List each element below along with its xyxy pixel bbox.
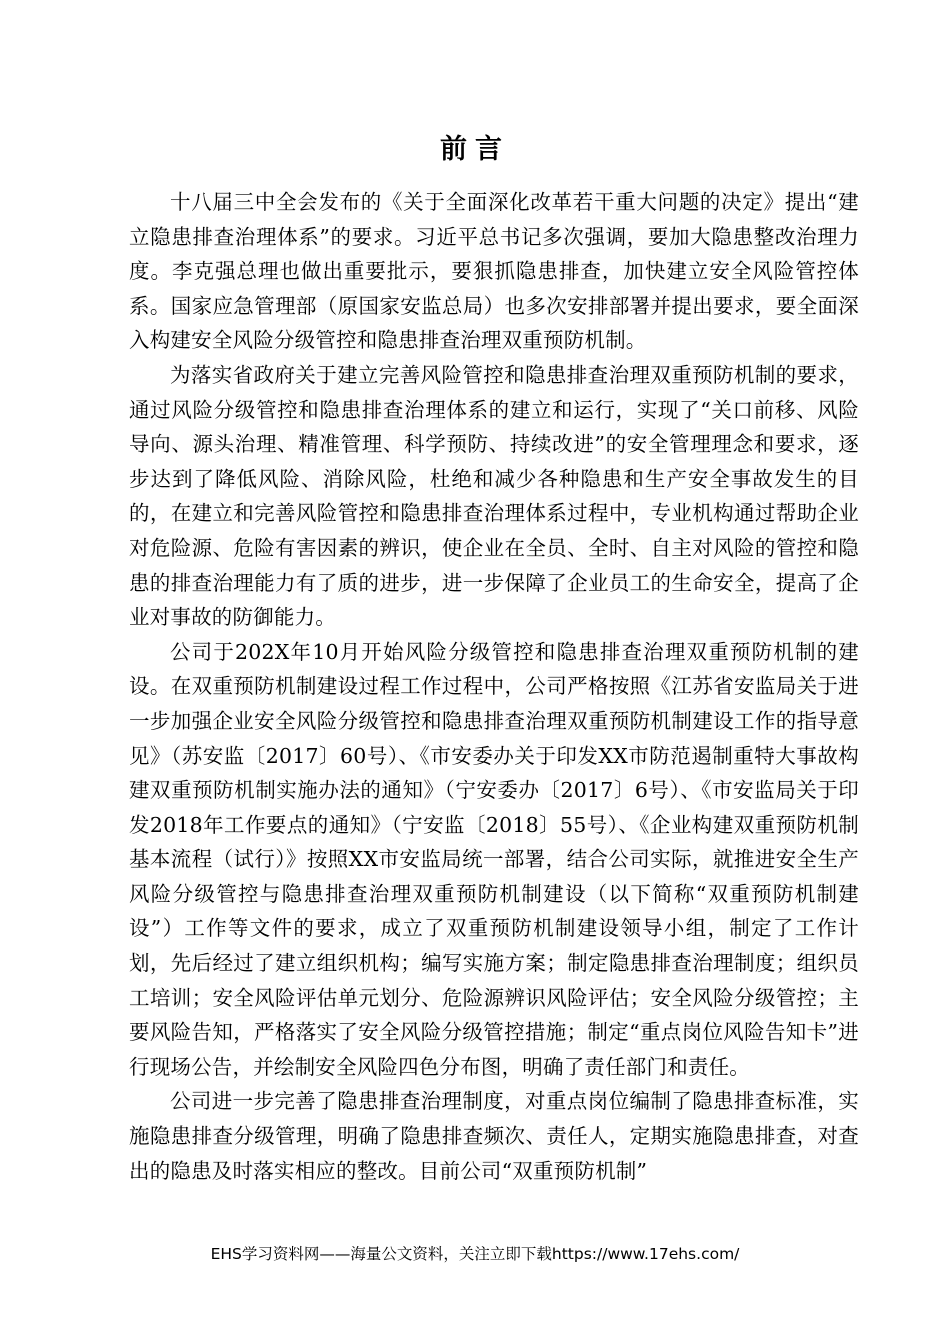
document-body: [129, 185, 859, 1188]
paragraph-1: 十八届三中全会发布的《关于全面深化改革若干重大问题的决定》提出“建立隐患排查治理体系”的要求。习近平总书记多次强调，要加大隐患整改治理力度。李克强总理也做出重要批示，要狠抓隐患排查，加快建立安全风险管控体系。国家应急管理部（原国家安监总局）也多次安排部署并提出要求，要全面深入构建安全风险分级管控和隐患排查治理双重预防机制。: [129, 190, 859, 353]
page-footer: EHS学习资料网——海量公文资料，关注立即下载https://www.17ehs.com/: [210, 1245, 740, 1263]
paragraph-4: 公司进一步完善了隐患排查治理制度，对重点岗位编制了隐患排查标准，实施隐患排查分级管理，明确了隐患排查频次、责任人，定期实施隐患排查，对查出的隐患及时落实相应的整改。目前公司“双重预防机制”: [129, 1089, 859, 1183]
page-title: 前言: [440, 134, 510, 165]
paragraph-3: 公司于202X年10月开始风险分级管控和隐患排查治理双重预防机制的建设。在双重预防机制建设过程工作过程中，公司严格按照《江苏省安监局关于进一步加强企业安全风险分级管控和隐患排查治理双重预防机制建设工作的指导意见》（苏安监〔2017〕60号）、《市安委办关于印发XX市防范遏制重特大事故构建双重预防机制实施办法的通知》（宁安委办〔2017〕6号）、《市安监局关于印发2018年工作要点的通知》（宁安监〔2018〕55号）、《企业构建双重预防机制基本流程（试行）》按照XX市安监局统一部署，结合公司实际，就推进安全生产风险分级管控与隐患排查治理双重预防机制建设（以下简称“双重预防机制建设”）工作等文件的要求，成立了双重预防机制建设领导小组，制定了工作计划，先后经过了建立组织机构；编写实施方案；制定隐患排查治理制度；组织员工培训；安全风险评估单元划分、危险源辨识风险评估；安全风险分级管控；主要风险告知，严格落实了安全风险分级管控措施；制定“重点岗位风险告知卡”进行现场公告，并绘制安全风险四色分布图，明确了责任部门和责任。: [129, 639, 859, 1079]
paragraph-2: 为落实省政府关于建立完善风险管控和隐患排查治理双重预防机制的要求，通过风险分级管控和隐患排查治理体系的建立和运行，实现了“关口前移、风险导向、源头治理、精准管理、科学预防、持续改进”的安全管理理念和要求，逐步达到了降低风险、消除风险，杜绝和减少各种隐患和生产安全事故发生的目的，在建立和完善风险管控和隐患排查治理体系过程中，专业机构通过帮助企业对危险源、危险有害因素的辨识，使企业在全员、全时、自主对风险的管控和隐患的排查治理能力有了质的进步，进一步保障了企业员工的生命安全，提高了企业对事故的防御能力。: [129, 362, 859, 630]
